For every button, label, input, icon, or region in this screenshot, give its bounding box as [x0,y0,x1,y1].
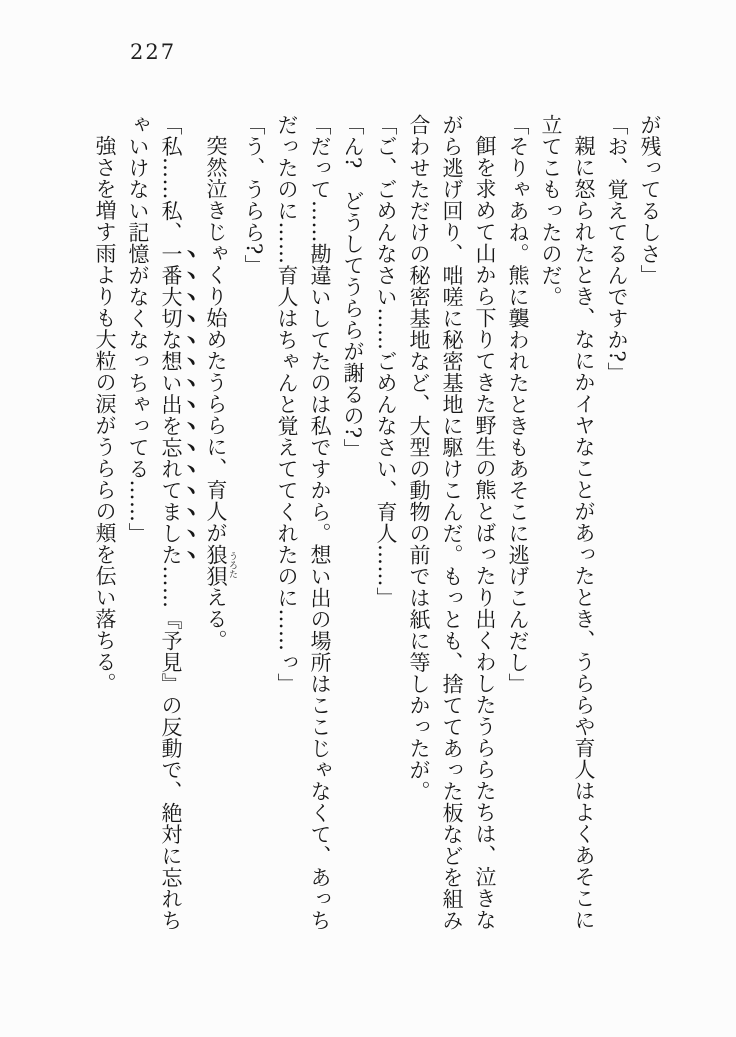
text-run: が残ってるしさ」 [638,114,662,286]
text-line-5 [501,114,534,936]
text-run: だったのに……育人はちゃんと覚えててくれたのに……っ」 [275,114,299,695]
text-run: 突然泣きじゃくり始めたうららに、育人が [204,135,228,544]
text-line-10 [336,114,369,936]
text-run: 「だって……勘違いしてたのは私ですから。想い出の場所はここじゃなくて、あっち [308,114,332,931]
text-run: 「そりゃあね。熊に襲われたときもあそこに逃げこんだし」 [506,114,530,695]
ruby-annotated-word: 狼狽 うろた [204,543,237,587]
text-line-4 [534,114,567,936]
text-line-17 [88,114,121,936]
text-run: 合わせただけの秘密基地など、大型の動物の前では紙に等しかったが。 [407,114,431,802]
text-run: ゃいけない記憶がなくなっちゃってる……」 [126,114,150,544]
text-run: える。 [204,586,228,651]
text-run: 親に怒られたとき、なにかイヤなことがあったとき、うららや育人はよくあそこに [572,135,596,931]
text-run: 「う、うらら?」 [242,114,266,277]
text-run: 立てこもったのだ。 [539,114,563,308]
text-block [88,114,666,936]
text-line-2 [600,114,633,936]
text-line-3 [567,114,600,936]
text-line-13 [237,114,270,936]
emphasized-text: 一番大切な想い出を忘れてました [159,243,183,566]
text-run: 「ご、ごめんなさい……ごめんなさい、育人……」 [374,114,398,609]
text-line-12 [270,114,303,936]
text-line-9 [369,114,402,936]
text-line-14 [199,114,237,936]
page-number: 227 [130,40,177,64]
text-run: 餌を求めて山から下りてきた野生の熊とばったり出くわしたうららたちは、泣きな [473,135,497,931]
text-line-11 [303,114,336,936]
text-run: 「お、覚えてるんですか?」 [605,114,629,384]
text-line-16 [121,114,154,936]
text-line-6 [468,114,501,936]
text-run: がら逃げ回り、咄嗟に秘密基地に駆けこんだ。もっとも、捨ててあった板などを組み [440,114,464,931]
text-run: 「ん? どうしてうららが謝るの?」 [341,114,365,461]
text-line-7 [435,114,468,936]
text-line-8 [402,114,435,936]
text-line-1 [633,114,666,936]
text-run: ……『予見』の反動で、絶対に忘れち [159,565,183,931]
text-run: 強さを増す雨よりも大粒の涙がうららの頬を伝い落ちる。 [93,135,117,694]
text-line-15 [154,114,199,936]
text-run: 「私……私、 [159,114,183,243]
